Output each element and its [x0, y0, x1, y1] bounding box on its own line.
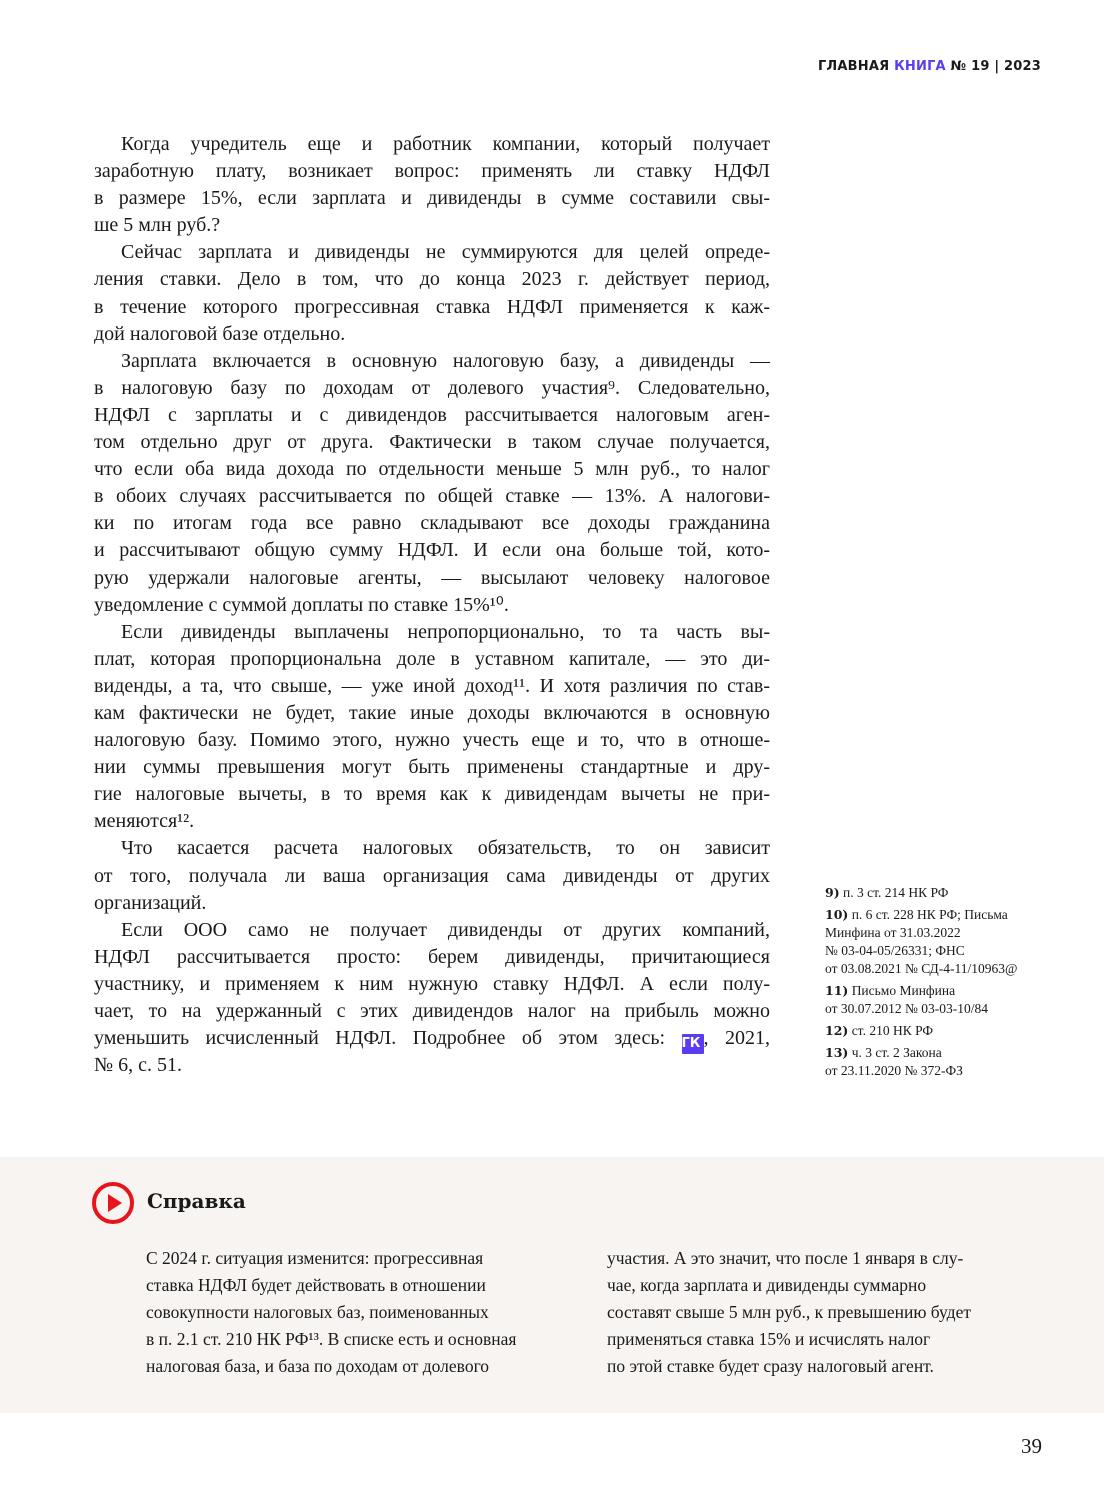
- text-line: и рассчитывают общую сумму НДФЛ. И если она больше той, кото-: [94, 539, 770, 562]
- reference-line: совокупности налоговых баз, поименованных: [146, 1302, 489, 1322]
- text-line: НДФЛ рассчитывается просто: берем дивиденды, причитающиеся: [94, 945, 770, 968]
- reference-column-1: [146, 1245, 516, 1380]
- footnote-text: ст. 210 НК РФ: [848, 1023, 934, 1038]
- reference-line: по этой ставке будет сразу налоговый агент.: [607, 1356, 934, 1376]
- text-line: Что касается расчета налоговых обязательств, то он зависит: [121, 837, 770, 860]
- text-line: от того, получала ли ваша организация сама дивиденды от других: [94, 864, 770, 887]
- footnote-number: 10): [825, 907, 849, 922]
- footnote-text: Минфина от 31.03.2022: [825, 925, 961, 940]
- text-line: НДФЛ с зарплаты и с дивидендов рассчитывается налоговым аген-: [94, 403, 770, 426]
- text-line: Если ООО само не получает дивиденды от других компаний,: [121, 918, 770, 941]
- footnote: [825, 884, 1055, 902]
- text-line: налоговую базу. Помимо этого, нужно учесть еще и то, что в отноше-: [94, 729, 770, 752]
- footnote-number: 9): [825, 885, 840, 900]
- reference-line: чае, когда зарплата и дивиденды суммарно: [607, 1275, 927, 1295]
- text-line: дой налоговой базе отдельно.: [94, 322, 346, 345]
- footnote: [825, 906, 1055, 978]
- text-line: ления ставки. Дело в том, что до конца 2023 г. действует период,: [94, 268, 770, 291]
- footnote-text: п. 6 ст. 228 НК РФ; Письма: [848, 907, 1008, 922]
- footnote-number: 13): [825, 1045, 849, 1060]
- reference-line: С 2024 г. ситуация изменится: прогрессивная: [146, 1248, 484, 1268]
- text-line: Когда учредитель еще и работник компании, который получает: [121, 133, 770, 155]
- reference-line: применяться ставка 15% и исчислять налог: [607, 1329, 931, 1349]
- text-line: ше 5 млн руб.?: [94, 214, 221, 237]
- text-line: плат, которая пропорциональна доле в уставном капитале, — это ди-: [94, 647, 770, 670]
- reference-line: ставка НДФЛ будет действовать в отношении: [146, 1275, 486, 1295]
- page-number: 39: [1021, 1434, 1042, 1458]
- footnote-text: № 03-04-05/26331; ФНС: [825, 943, 965, 958]
- text-line: уведомление с суммой доплаты по ставке 15%¹⁰.: [94, 593, 509, 616]
- magazine-header: [818, 59, 1041, 74]
- text-line: организаций.: [94, 891, 207, 914]
- article-body: [94, 131, 770, 1079]
- text-line: виденды, а та, что свыше, — уже иной доход¹¹. И хотя различия по став-: [94, 674, 770, 697]
- reference-line: участия. А это значит, что после 1 января в слу-: [607, 1248, 964, 1268]
- text-segment: , 2021,: [703, 1027, 771, 1050]
- text-line: в обоих случаях рассчитывается по общей ставке — 13%. А налогови-: [94, 485, 770, 508]
- reference-line: налоговая база, и база по доходам от долевого: [146, 1356, 490, 1376]
- text-line: кам фактически не будет, такие иные доходы включаются в основную: [94, 701, 770, 724]
- footnote: [825, 982, 1055, 1018]
- footnote-text: от 03.08.2021 № СД-4-11/10963@: [825, 961, 1018, 976]
- reference-box-title: Справка: [147, 1189, 246, 1213]
- text-line: гие налоговые вычеты, в то время как к дивидендам вычеты не при-: [94, 783, 770, 806]
- footnote-number: 11): [825, 983, 849, 998]
- text-line: нии суммы превышения могут быть применены стандартные и дру-: [94, 756, 770, 779]
- text-line: Сейчас зарплата и дивиденды не суммируются для целей опреде-: [121, 241, 770, 264]
- footnote: [825, 1022, 1055, 1040]
- reference-line: в п. 2.1 ст. 210 НК РФ¹³. В списке есть и основная: [146, 1329, 517, 1349]
- text-segment: уменьшить исчисленный НДФЛ. Подробнее об этом здесь:: [94, 1027, 682, 1050]
- text-line: заработную плату, возникает вопрос: применять ли ставку НДФЛ: [94, 160, 770, 183]
- magazine-title-main: ГЛАВНАЯ: [817, 59, 890, 74]
- text-line: меняются¹².: [94, 810, 195, 833]
- text-line: в течение которого прогрессивная ставка НДФЛ применяется к каж-: [94, 295, 770, 318]
- text-line: рую удержали налоговые агенты, — высылают человеку налоговое: [94, 566, 770, 589]
- issue-number: № 19 | 2023: [950, 59, 1041, 74]
- gk-logo-icon: ГК: [682, 1034, 704, 1054]
- reference-column-2: [607, 1245, 971, 1380]
- text-line: ки по итогам года все равно складывают все доходы гражданина: [94, 512, 770, 535]
- text-line: в размере 15%, если зарплата и дивиденды в сумме составили свы-: [94, 187, 770, 210]
- footnote: [825, 1044, 1055, 1080]
- footnote-text: от 23.11.2020 № 372-ФЗ: [825, 1063, 963, 1078]
- text-line: чает, то на удержанный с этих дивидендов налог на прибыль можно: [94, 1000, 770, 1022]
- text-line: № 6, с. 51.: [94, 1054, 182, 1077]
- text-line: том отдельно друг от друга. Фактически в таком случае получается,: [94, 431, 770, 454]
- text-line: [94, 1025, 770, 1052]
- play-circle-icon: [92, 1182, 134, 1224]
- reference-line: составят свыше 5 млн руб., к превышению будет: [607, 1302, 972, 1322]
- magazine-title-accent: КНИГА: [894, 59, 946, 74]
- footnote-text: п. 3 ст. 214 НК РФ: [839, 885, 949, 900]
- footnote-text: Письмо Минфина: [848, 983, 956, 998]
- text-line: что если оба вида дохода по отдельности меньше 5 млн руб., то налог: [94, 458, 770, 481]
- text-line: Если дивиденды выплачены непропорционально, то та часть вы-: [121, 620, 770, 643]
- footnotes: [825, 884, 1055, 1084]
- footnote-text: от 30.07.2012 № 03-03-10/84: [825, 1001, 988, 1016]
- text-line: Зарплата включается в основную налоговую базу, а дивиденды —: [121, 349, 770, 372]
- text-line: в налоговую базу по доходам от долевого участия⁹. Следовательно,: [94, 376, 770, 399]
- text-line: участнику, и применяем к ним нужную ставку НДФЛ. А если полу-: [94, 972, 770, 995]
- footnote-text: ч. 3 ст. 2 Закона: [848, 1045, 942, 1060]
- footnote-number: 12): [825, 1023, 849, 1038]
